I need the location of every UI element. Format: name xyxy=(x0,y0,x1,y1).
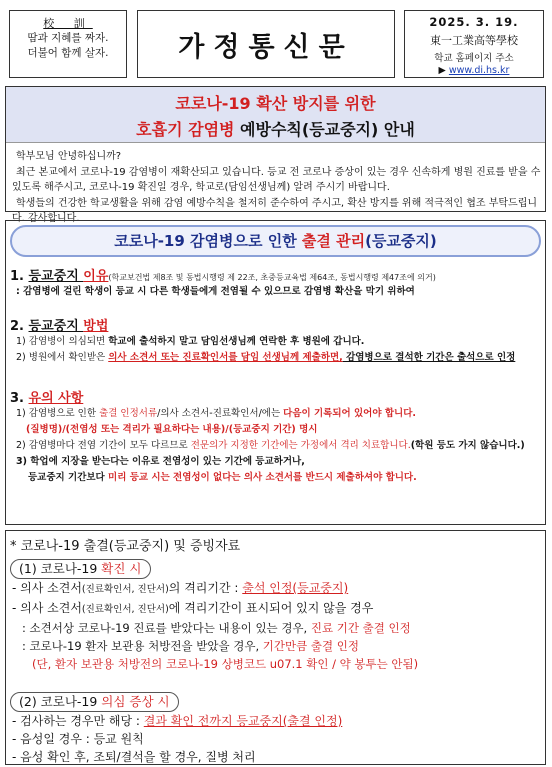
section-number: 1. xyxy=(10,269,29,284)
text-red: (질병명)/(전염성 또는 격리가 필요하다는 내용)/(등교중지 기간) 명시 xyxy=(26,424,318,435)
text: /의사 소견서-진료확인서/에는 xyxy=(157,408,284,419)
section-3-line-5 xyxy=(10,470,545,486)
attendance-section xyxy=(5,220,546,525)
motto-line-1: 땀과 지혜를 짜자. xyxy=(27,32,109,44)
text-bold: (학원 등도 가지 않습니다.) xyxy=(410,440,525,451)
text-red: 결과 확인 전까지 등교중지(출결 인정) xyxy=(143,714,343,728)
confirmed-line-3 xyxy=(10,619,540,637)
suspected-line-3: - 음성 확인 후, 조퇴/결석을 할 경우, 질병 처리 xyxy=(12,750,256,764)
text-red: (단, 환자 보관용 처방전의 코로나-19 상병코드 u07.1 확인 / 약 봉투는 안됨) xyxy=(32,657,419,671)
text-red: 의심 증상 시 xyxy=(101,694,170,709)
text-small: (진료확인서, 진단서) xyxy=(81,604,169,615)
section-1-heading-text: 등교중지 xyxy=(28,269,84,284)
evidence-heading: * 코로나-19 출결(등교중지) 및 증빙자료 xyxy=(10,539,241,554)
notice-paragraph-1: 최근 본교에서 코로나-19 감염병이 재확산되고 있습니다. 등교 전 코로나 증상이 있는 경우 신속하게 병원 진료를 받을 수 있도록 해주시고, 코로나-19 확진일 경우, 학교로(담임선생님께) 알려 주시기 바랍니다. xyxy=(12,166,541,193)
evidence-section xyxy=(5,530,546,765)
section-number: 2. xyxy=(10,319,29,334)
text-red: 다음이 기록되어 있어야 합니다. xyxy=(283,408,416,419)
suspected-line-1 xyxy=(10,712,540,730)
text: : 소견서상 코로나-19 진료를 받았다는 내용이 있는 경우, xyxy=(22,621,311,635)
section-banner xyxy=(10,225,541,257)
text-red: 출결 인정서류 xyxy=(99,408,158,419)
section-3-line-2 xyxy=(10,422,545,438)
section-2-heading xyxy=(10,315,545,334)
text: 에 격리기간이 표시되어 있지 않을 경우 xyxy=(168,601,374,615)
suspected-case-label xyxy=(10,692,179,712)
section-3-heading-red: 유의 사항 xyxy=(28,391,84,406)
text-bold: 학교에 출석하지 말고 담임선생님께 연락한 후 병원에 갑니다. xyxy=(108,336,365,347)
school-name: 東一工業高等學校 xyxy=(430,34,518,47)
section-3-heading xyxy=(10,387,545,406)
notice-title-line-2 xyxy=(6,117,545,140)
text-red: 진료 기간 출결 인정 xyxy=(310,621,411,635)
confirmed-line-5 xyxy=(10,655,540,673)
suspected-line-2: - 음성일 경우 : 등교 원칙 xyxy=(12,732,144,746)
greeting: 학부모님 안녕하십니까? xyxy=(16,151,122,162)
confirmed-line-2 xyxy=(10,599,540,619)
text-bold: 등교중지 기간보다 xyxy=(28,472,109,483)
confirmed-case-label xyxy=(10,559,151,579)
motto-line-2: 더불어 함께 살자. xyxy=(27,47,109,59)
notice-title-highlight: 호흡기 감염병 xyxy=(136,120,235,139)
section-3-line-4: 3) 학업에 지장을 받는다는 이유로 전염성이 있는 기간에 등교하거나, xyxy=(16,456,305,467)
section-2-heading-red: 방법 xyxy=(83,319,109,334)
homepage-url-row xyxy=(405,65,543,76)
section-2 xyxy=(6,315,545,366)
text: 2) 감염병마다 전염 기간이 모두 다르므로 xyxy=(16,440,191,451)
section-1-line-1: : 감염병에 걸린 학생이 등교 시 다른 학생들에게 전염될 수 있으므로 감염병 확산을 막기 위하여 xyxy=(16,286,415,297)
text: : 코로나-19 환자 보관용 처방전을 받았을 경우, xyxy=(22,639,263,653)
homepage-label: 학교 홈페이지 주소 xyxy=(434,53,514,64)
text: (2) 코로나-19 xyxy=(19,694,102,709)
text-red: 기간만큼 출결 인정 xyxy=(262,639,359,653)
section-1-heading-red: 이유 xyxy=(83,269,109,284)
text-small: (진료확인서, 진단서) xyxy=(81,584,169,595)
text-red: 확진 시 xyxy=(101,561,142,576)
text: - 의사 소견서 xyxy=(12,581,82,595)
section-2-line-1 xyxy=(10,334,545,350)
section-3-line-3 xyxy=(10,438,545,454)
school-info-box xyxy=(404,10,544,78)
banner-text-2: (등교중지) xyxy=(365,232,437,250)
text: 1) 감염병으로 인한 xyxy=(16,408,100,419)
newsletter-title-box xyxy=(137,10,395,78)
suspected-case-block xyxy=(10,691,540,766)
notice-box xyxy=(5,86,546,224)
text: - 검사하는 경우만 해당 : xyxy=(12,714,144,728)
banner-text-1: 코로나-19 감염병으로 인한 xyxy=(114,232,302,250)
section-2-line-2 xyxy=(10,350,545,366)
issue-date: 2025. 3. 19. xyxy=(429,15,519,29)
arrow-right-icon: ▶ xyxy=(438,65,446,76)
text: (1) 코로나-19 xyxy=(19,561,102,576)
section-3 xyxy=(6,387,545,486)
text-red: 미리 등교 시는 전염성이 없다는 의사 소견서를 반드시 제출하셔야 합니다. xyxy=(108,472,417,483)
section-1 xyxy=(6,265,545,300)
confirmed-case-block xyxy=(10,558,540,673)
text-red: 의사 소견서 또는 진료확인서를 담임 선생님께 제출하면, xyxy=(108,352,343,363)
notice-body xyxy=(12,149,542,227)
section-3-line-1 xyxy=(10,406,545,422)
section-number: 3. xyxy=(10,391,29,406)
text: - 의사 소견서 xyxy=(12,601,82,615)
notice-title xyxy=(6,87,545,143)
text: 1) 감염병이 의심되면 xyxy=(16,336,109,347)
text: 2) 병원에서 확인받은 xyxy=(16,352,109,363)
text-red: 전문의가 지정한 기간에는 가정에서 격리 치료합니다. xyxy=(190,440,411,451)
motto-title: 校 訓 xyxy=(43,17,93,30)
text-red: 출석 인정(등교중지) xyxy=(242,581,349,595)
homepage-link[interactable]: www.di.hs.kr xyxy=(448,65,510,76)
text-bold: 감염병으로 결석한 기간은 출석으로 인정 xyxy=(342,352,516,363)
newsletter-title: 가정통신문 xyxy=(178,31,354,63)
banner-highlight: 출결 관리 xyxy=(301,232,366,250)
confirmed-line-1 xyxy=(10,579,540,599)
notice-title-line-1: 코로나-19 확산 방지를 위한 xyxy=(175,94,376,113)
legal-basis: (학교보건법 제8조 및 동법시행령 제 22조, 초중등교육법 제64조, 동법시행령 제47조에 의거) xyxy=(108,273,436,282)
confirmed-line-4 xyxy=(10,637,540,655)
section-1-heading xyxy=(10,265,545,284)
section-2-heading-text: 등교중지 xyxy=(28,319,84,334)
text: 의 격리기간 : xyxy=(168,581,243,595)
school-motto-box xyxy=(9,10,127,78)
notice-paragraph-2: 학생들의 건강한 학교생활을 위해 감염 예방수칙을 철저히 준수하여 주시고, 확산 방지를 위해 적극적인 협조 부탁드립니다. 감사합니다. xyxy=(12,197,538,224)
notice-title-rest: 예방수칙(등교중지) 안내 xyxy=(234,120,415,139)
